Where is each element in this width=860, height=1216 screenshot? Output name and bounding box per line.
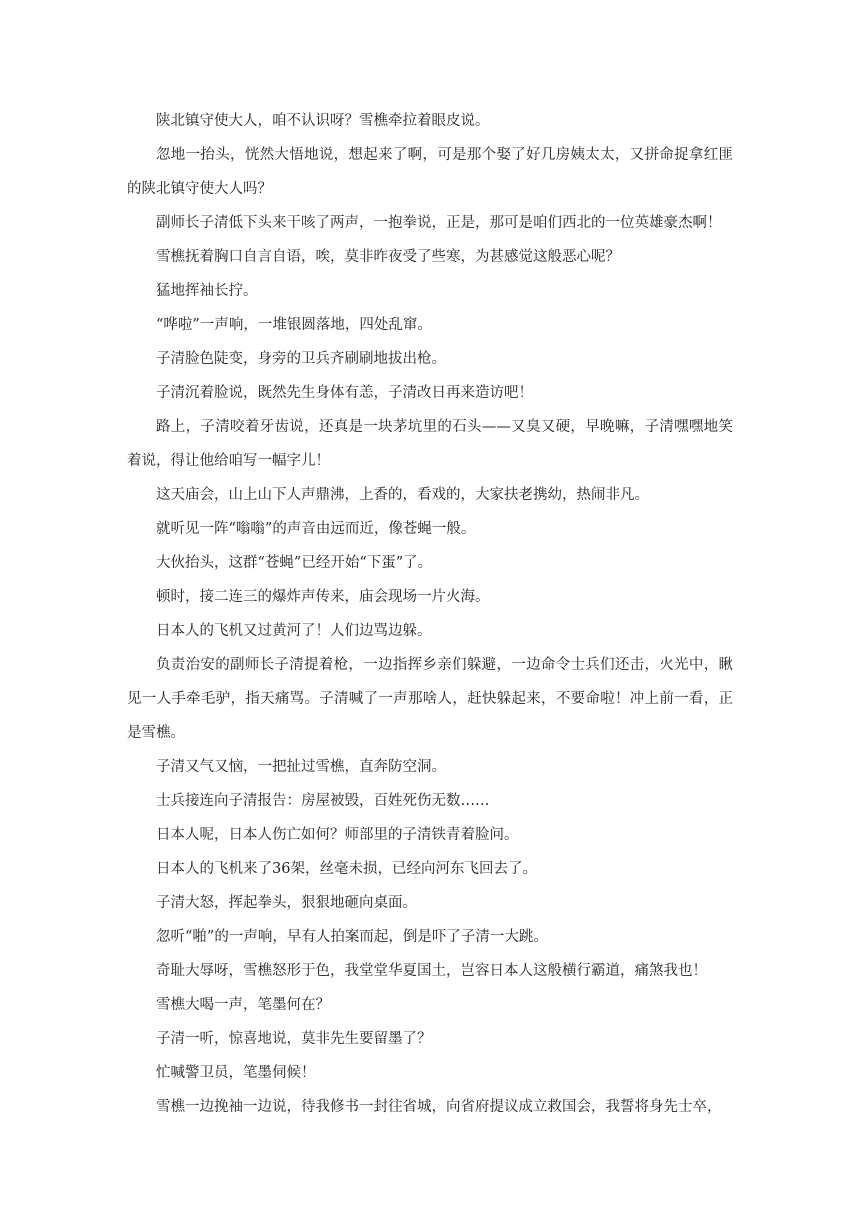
paragraph: 副师长子清低下头来干咳了两声，一抱拳说，正是，那可是咱们西北的一位英雄豪杰啊！: [156, 215, 722, 231]
paragraph: 子清脸色陡变，身旁的卫兵齐刷刷地拔出枪。: [156, 351, 446, 367]
paragraph: “哗啦”一声响，一堆银圆落地，四处乱窜。: [156, 317, 432, 333]
paragraph: 日本人的飞机来了36架，丝毫未损，已经向河东飞回去了。: [156, 861, 537, 877]
paragraph: 子清又气又恼，一把扯过雪樵，直奔防空洞。: [156, 759, 446, 775]
paragraph: 陕北镇守使大人，咱不认识呀？雪樵牵拉着眼皮说。: [156, 113, 490, 129]
paragraph: 日本人呢，日本人伤亡如何？师部里的子清铁青着脸问。: [156, 827, 519, 843]
paragraph: 雪樵抚着胸口自言自语，唉，莫非昨夜受了些寒，为甚感觉这般恶心呢？: [156, 249, 620, 265]
paragraph: 就听见一阵“嗡嗡”的声音由远而近，像苍蝇一般。: [156, 521, 476, 537]
paragraph: 士兵接连向子清报告：房屋被毁，百姓死伤无数……: [156, 793, 490, 809]
paragraph: 雪樵一边挽袖一边说，待我修书一封往省城，向省府提议成立救国会，我誓将身先士卒，: [156, 1099, 722, 1115]
paragraph: 这天庙会，山上山下人声鼎沸，上香的，看戏的，大家扶老携幼，热闹非凡。: [156, 487, 649, 503]
paragraph: 雪樵大喝一声，笔墨何在？: [156, 997, 330, 1013]
paragraph: 子清大怒，挥起拳头，狠狠地砸向桌面。: [156, 895, 417, 911]
paragraph: 大伙抬头，这群“苍蝇”已经开始“下蛋”了。: [156, 555, 433, 571]
paragraph: 子清沉着脸说，既然先生身体有恙，子清改日再来造访吧！: [156, 385, 533, 401]
paragraph: 路上，子清咬着牙齿说，还真是一块茅坑里的石头——又臭又硬，早晚嘛，子清嘿嘿地笑着说，得让他给咱写一幅字儿！: [127, 419, 733, 469]
paragraph: 忽地一抬头，恍然大悟地说，想起来了啊，可是那个娶了好几房姨太太，又拼命捉拿红匪的陕北镇守使大人吗？: [127, 147, 733, 197]
paragraph: 奇耻大辱呀，雪樵怒形于色，我堂堂华夏国土，岂容日本人这般横行霸道，痛煞我也！: [156, 963, 707, 979]
paragraph: 猛地挥袖长拧。: [156, 283, 258, 299]
paragraph: 顿时，接二连三的爆炸声传来，庙会现场一片火海。: [156, 589, 490, 605]
document-body: [127, 104, 733, 1124]
paragraph: 负责治安的副师长子清提着枪，一边指挥乡亲们躲避，一边命令士兵们还击，火光中，瞅见一人手牵毛驴，指天痛骂。子清喊了一声那啥人，赶快躲起来，不要命啦！冲上前一看，正是雪樵。: [127, 657, 733, 741]
paragraph: 忽听“啪”的一声响，早有人拍案而起，倒是吓了子清一大跳。: [156, 929, 548, 945]
paragraph: 子清一听，惊喜地说，莫非先生要留墨了？: [156, 1031, 432, 1047]
paragraph: 忙喊警卫员，笔墨伺候！: [156, 1065, 316, 1081]
paragraph: 日本人的飞机又过黄河了！人们边骂边躲。: [156, 623, 432, 639]
